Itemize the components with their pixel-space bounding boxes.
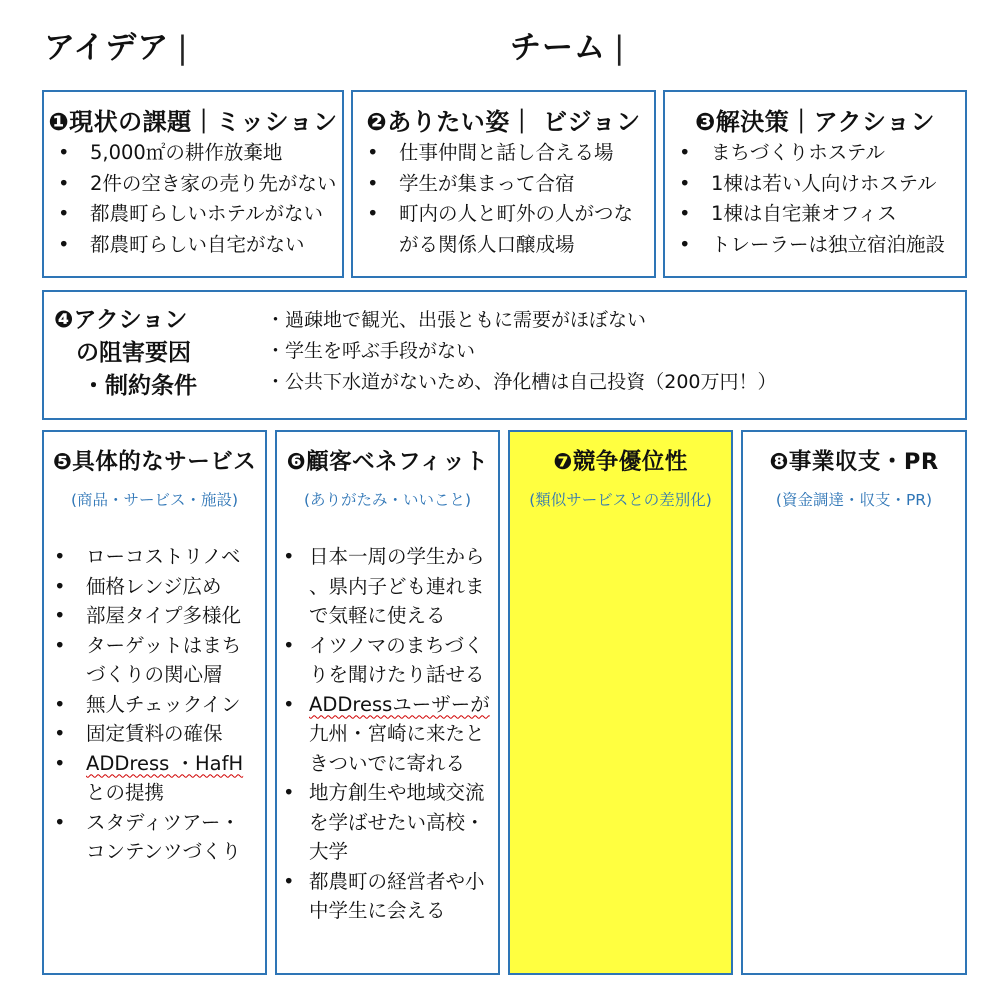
continuation-text: で気軽に使える: [309, 604, 446, 627]
list-item: • ローコストリノベ: [54, 542, 243, 572]
business-pr-title: ❽事業収支・PR: [769, 449, 939, 475]
solution-title: ❸解決策｜アクション: [694, 108, 936, 136]
list-item-continuation: [54, 837, 243, 867]
services-list: [54, 542, 243, 867]
services-subtitle: (商品・サービス・施設): [70, 491, 239, 509]
current-issues-title: ❶現状の課題｜ミッション: [48, 108, 338, 136]
business-pr-subtitle: (資金調達・収支・PR): [775, 491, 933, 509]
list-item: • 都農町らしい自宅がない: [58, 230, 336, 261]
misspelled-text: ADDress ・HafH: [86, 751, 244, 775]
list-item-continuation: [283, 660, 490, 690]
constraints-box: [42, 290, 967, 420]
continuation-text: 中学生に会える: [309, 899, 446, 922]
list-item: • 部屋タイプ多様化: [54, 601, 243, 631]
list-item: • ターゲットはまち: [54, 631, 243, 661]
idea-header: [44, 22, 189, 67]
competitive-advantage-box: [508, 430, 733, 975]
list-item: • 都農町らしいホテルがない: [58, 199, 336, 230]
list-item-continuation: がる関係人口醸成場: [399, 232, 575, 256]
competitive-advantage-subtitle: (類似サービスとの差別化): [529, 491, 712, 509]
list-item-continuation: [283, 837, 490, 867]
list-item: • 2件の空き家の売り先がない: [58, 169, 336, 200]
list-item: • イツノマのまちづく: [283, 631, 490, 661]
list-item: ・過疎地で観光、出張ともに需要がほぼない: [266, 309, 647, 331]
idea-label: アイデア: [44, 30, 170, 66]
team-header: [510, 22, 625, 67]
list-item: ・学生を呼ぶ手段がない: [266, 340, 476, 362]
list-item: ・公共下水道がないため、浄化槽は自己投資（200万円！）: [266, 371, 777, 393]
list-item: • 地方創生や地域交流: [283, 778, 490, 808]
list-item: • 都農町の経営者や小: [283, 867, 490, 897]
vision-box: [351, 90, 656, 278]
services-title: ❺具体的なサービス: [52, 449, 257, 475]
list-item-continuation: [283, 601, 490, 631]
benefits-box: [275, 430, 500, 975]
list-item: • 無人チェックイン: [54, 690, 243, 720]
continuation-text: きついでに寄れる: [309, 751, 466, 775]
team-label: チーム: [510, 30, 606, 66]
continuation-text: りを聞けたり話せる: [309, 663, 485, 686]
continuation-text: 九州・宮崎に来たと: [309, 722, 485, 745]
constraints-list: [266, 305, 777, 398]
list-item: • 1棟は若い人向けホステル: [679, 169, 945, 200]
list-item: • 5,000㎡の耕作放棄地: [58, 138, 336, 169]
constraints-title-line: ❹アクション: [54, 307, 188, 333]
list-item: • 日本一周の学生から: [283, 542, 490, 572]
list-item: • 固定賃料の確保: [54, 719, 243, 749]
list-item: • 仕事仲間と話し合える場: [367, 138, 633, 169]
list-item: • 価格レンジ広め: [54, 572, 243, 602]
list-item: • 1棟は自宅兼オフィス: [679, 199, 945, 230]
misspelled-text: ADDressユーザーが: [309, 692, 490, 716]
business-pr-box: [741, 430, 967, 975]
solution-box: [663, 90, 967, 278]
constraints-title: [54, 304, 214, 403]
continuation-text: づくりの関心層: [86, 663, 223, 686]
current-issues-list: [58, 138, 336, 260]
benefits-subtitle: (ありがたみ・いいこと): [303, 491, 472, 509]
vision-title: ❷ありたい姿｜ ビジョン: [366, 108, 641, 136]
continuation-text: コンテンツづくり: [86, 840, 242, 863]
list-item: • 町内の人と町外の人がつな: [367, 199, 633, 230]
idea-separator: |: [177, 30, 189, 66]
list-item-continuation: [54, 660, 243, 690]
team-separator: |: [614, 30, 626, 66]
continuation-text: との提携: [86, 781, 165, 804]
continuation-text: 、県内子ども連れま: [309, 574, 485, 598]
list-item: • 学生が集まって合宿: [367, 169, 633, 200]
vision-list: [367, 138, 633, 260]
current-issues-box: [42, 90, 344, 278]
continuation-text: を学ばせたい高校・: [309, 810, 485, 834]
list-item-continuation: [283, 719, 490, 749]
list-item: • トレーラーは独立宿泊施設: [679, 230, 945, 261]
continuation-text: 大学: [309, 840, 349, 863]
list-item-continuation: [283, 749, 490, 779]
competitive-advantage-title: ❼競争優位性: [553, 449, 688, 475]
benefits-list: [283, 542, 490, 926]
benefits-title: ❻顧客ベネフィット: [286, 449, 489, 475]
constraints-title-line: の阻害要因: [76, 340, 191, 366]
services-box: [42, 430, 267, 975]
list-item-continuation: [283, 896, 490, 926]
list-item-continuation: [283, 808, 490, 838]
list-item: • まちづくりホステル: [679, 138, 945, 169]
list-item: [54, 749, 243, 779]
solution-list: [679, 138, 945, 260]
list-item-continuation: [54, 778, 243, 808]
list-item: • スタディツアー・: [54, 808, 243, 838]
list-item-continuation: [283, 572, 490, 602]
list-item: [283, 690, 490, 720]
constraints-title-line: ・制約条件: [82, 373, 197, 399]
